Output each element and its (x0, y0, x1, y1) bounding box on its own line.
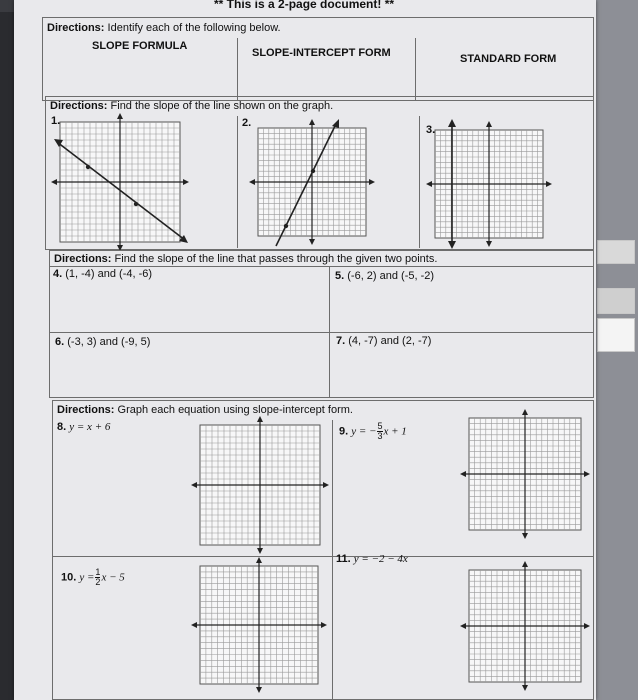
directions-identify: Directions: Identify each of the following below. (47, 22, 281, 34)
problem-5: 5. (-6, 2) and (-5, -2) (335, 270, 435, 282)
graph-line-3 (435, 130, 543, 238)
graph-line-2 (258, 128, 366, 236)
stacked-page-thumbnail (597, 288, 635, 314)
stacked-page-thumbnail (597, 318, 635, 352)
row-divider (49, 332, 594, 333)
directions-two-points: Directions: Find the slope of the line that passes through the given two points. (54, 253, 438, 265)
coordinate-grid-11 (469, 570, 581, 682)
column-divider (237, 116, 238, 248)
coordinate-grid-8 (200, 425, 320, 545)
worksheet-page (14, 0, 596, 700)
problem-number-1: 1. (51, 115, 61, 127)
column-slope-formula: SLOPE FORMULA (92, 40, 188, 52)
column-divider (419, 116, 420, 248)
problem-9: 9. y = − $\frac{5}{3}$ x + 1 (339, 421, 407, 441)
column-standard-form: STANDARD FORM (460, 53, 557, 65)
column-divider (329, 266, 330, 398)
problem-11: 11. y = −2 − 4x (336, 553, 408, 565)
problem-7: 7. (4, -7) and (2, -7) (336, 335, 432, 347)
problem-8: 8. y = x + 6 (57, 421, 111, 433)
coordinate-grid-9 (469, 418, 581, 530)
directions-graph-slope: Directions: Find the slope of the line shown on the graph. (50, 100, 334, 112)
graph-line-1 (60, 122, 180, 242)
problem-number-3: 3. (426, 124, 436, 136)
problem-6: 6. (-3, 3) and (-9, 5) (55, 336, 151, 348)
directions-graph-equation: Directions: Graph each equation using slope-intercept form. (57, 404, 353, 416)
column-divider (332, 420, 333, 700)
coordinate-grid-10 (200, 566, 318, 684)
page-banner: ** This is a 2-page document! ** (214, 0, 395, 11)
problem-4: 4. (1, -4) and (-4, -6) (53, 268, 153, 280)
problem-number-2: 2. (242, 117, 252, 129)
row-divider (52, 556, 594, 557)
column-slope-intercept: SLOPE-INTERCEPT FORM (252, 47, 391, 59)
row-divider (49, 266, 594, 267)
problem-10: 10. y = $\frac{1}{2}$ x − 5 (61, 567, 125, 587)
stacked-page-thumbnail (597, 240, 635, 264)
